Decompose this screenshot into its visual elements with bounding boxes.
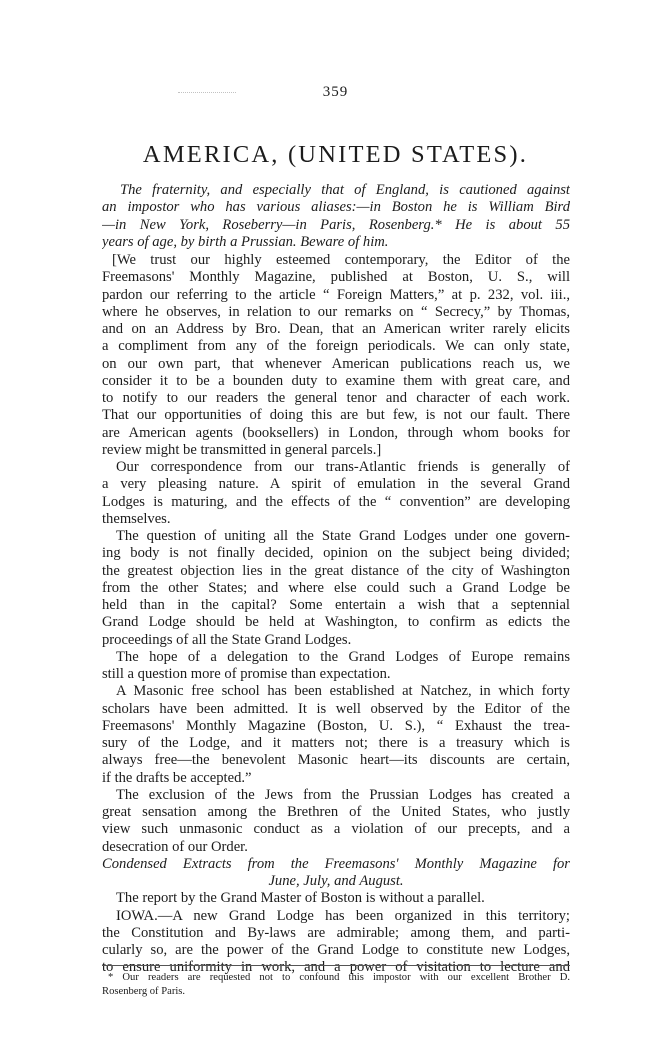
text-line: pardon our referring to the article “ Foreign Matters,” at p. 232, vol. iii.,: [102, 286, 570, 303]
text-line: The question of uniting all the State Grand Lodges under one govern-: [116, 528, 570, 544]
text-line: Grand Lodge should be held at Washington, to confirm as edicts the: [102, 614, 570, 631]
text-line: great sensation among the Brethren of the United States, who justly: [102, 804, 570, 820]
text-line: sury of the Lodge, and it matters not; there is a treasury which is: [102, 735, 570, 751]
intro-line: —in New York, Roseberry—in Paris, Rosenberg.* He is about 55: [102, 216, 570, 233]
text-line: if the drafts be accepted.”: [102, 769, 252, 786]
text-line: review might be transmitted in general parcels.]: [102, 441, 382, 458]
text-line: from the other States; and where else could such a Grand Lodge be: [102, 579, 570, 596]
text-line: The report by the Grand Master of Boston is without a parallel.: [116, 890, 485, 907]
text-line: A Masonic free school has been established at Natchez, in which forty: [116, 683, 570, 700]
text-line: ing body is not finally decided, opinion on the subject being divided;: [102, 545, 570, 562]
text-line: IOWA.—A new Grand Lodge has been organized in this territory;: [116, 907, 570, 924]
footnote-line: Rosenberg of Paris.: [102, 986, 186, 997]
page-title: AMERICA, (UNITED STATES).: [142, 141, 529, 168]
text-line: a compliment from any of the foreign periodicals. We can only state,: [102, 338, 570, 355]
text-line: held than in the capital? Some entertain a wish that a septennial: [102, 597, 570, 613]
text-line: proceedings of all the State Grand Lodges.: [102, 631, 352, 648]
text-line: The exclusion of the Jews from the Prussian Lodges has created a: [116, 786, 570, 803]
text-line: to notify to our readers the general tenor and character of each work.: [102, 390, 570, 406]
intro-line: an impostor who has various aliases:—in Boston he is William Bird: [102, 199, 570, 216]
page-number: 359: [322, 84, 349, 100]
text-line: Freemasons' Monthly Magazine (Boston, U. S.), “ Exhaust the trea-: [102, 717, 570, 734]
text-line: still a question more of promise than expectation.: [102, 666, 391, 682]
text-line: desecration of our Order.: [102, 838, 248, 855]
text-line: view such unmasonic conduct as a violation of our precepts, and a: [102, 821, 570, 838]
text-line: the Constitution and By-laws are admirable; among them, and parti-: [102, 924, 570, 941]
text-line: themselves.: [102, 510, 171, 527]
text-line: and on an Address by Bro. Dean, that an American writer rarely elicits: [102, 321, 570, 337]
text-line: on our own part, that whenever American publications reach us, we: [102, 355, 570, 372]
intro-paragraph: [102, 182, 570, 251]
text-line: scholars have been admitted. It is well observed by the Editor of the: [102, 700, 570, 717]
text-line: cularly so, are the power of the Grand Lodge to constitute new Lodges,: [102, 942, 570, 958]
text-line: consider it to be a bounden duty to examine them with great care, and: [102, 372, 570, 389]
main-text: [102, 252, 570, 977]
text-line: That our opportunities of doing this are but few, is not our fault. There: [102, 407, 570, 424]
text-line: Our correspondence from our trans-Atlantic friends is generally of: [116, 459, 570, 475]
text-line: the greatest objection lies in the great distance of the city of Washington: [102, 562, 570, 579]
footnote-line: * Our readers are requested not to confound this impostor with our excellent Brother D.: [108, 972, 570, 983]
text-line: always free—the benevolent Masonic heart—its discounts are certain,: [102, 752, 570, 769]
section-heading: Condensed Extracts from the Freemasons' Monthly Magazine for: [102, 855, 570, 872]
text-line: [We trust our highly esteemed contemporary, the Editor of the: [112, 252, 570, 268]
section-heading: June, July, and August.: [268, 873, 404, 889]
text-line: are American agents (booksellers) in London, through whom books for: [102, 424, 570, 441]
text-line: a very pleasing nature. A spirit of emulation in the several Grand: [102, 476, 570, 493]
text-line: The hope of a delegation to the Grand Lodges of Europe remains: [116, 648, 570, 665]
text-line: where he observes, in relation to our remarks on “ Secrecy,” by Thomas,: [102, 303, 570, 320]
intro-line: The fraternity, and especially that of England, is cautioned against: [120, 182, 570, 198]
text-line: to ensure uniformity in work, and a power of visitation to lecture and: [102, 959, 570, 976]
intro-line: years of age, by birth a Prussian. Beware of him.: [102, 233, 389, 250]
footnote: [102, 971, 570, 999]
text-line: Freemasons' Monthly Magazine, published at Boston, U. S., will: [102, 269, 570, 286]
footnote-rule: [102, 965, 570, 966]
text-line: Lodges is maturing, and the effects of the “ convention” are developing: [102, 493, 570, 510]
